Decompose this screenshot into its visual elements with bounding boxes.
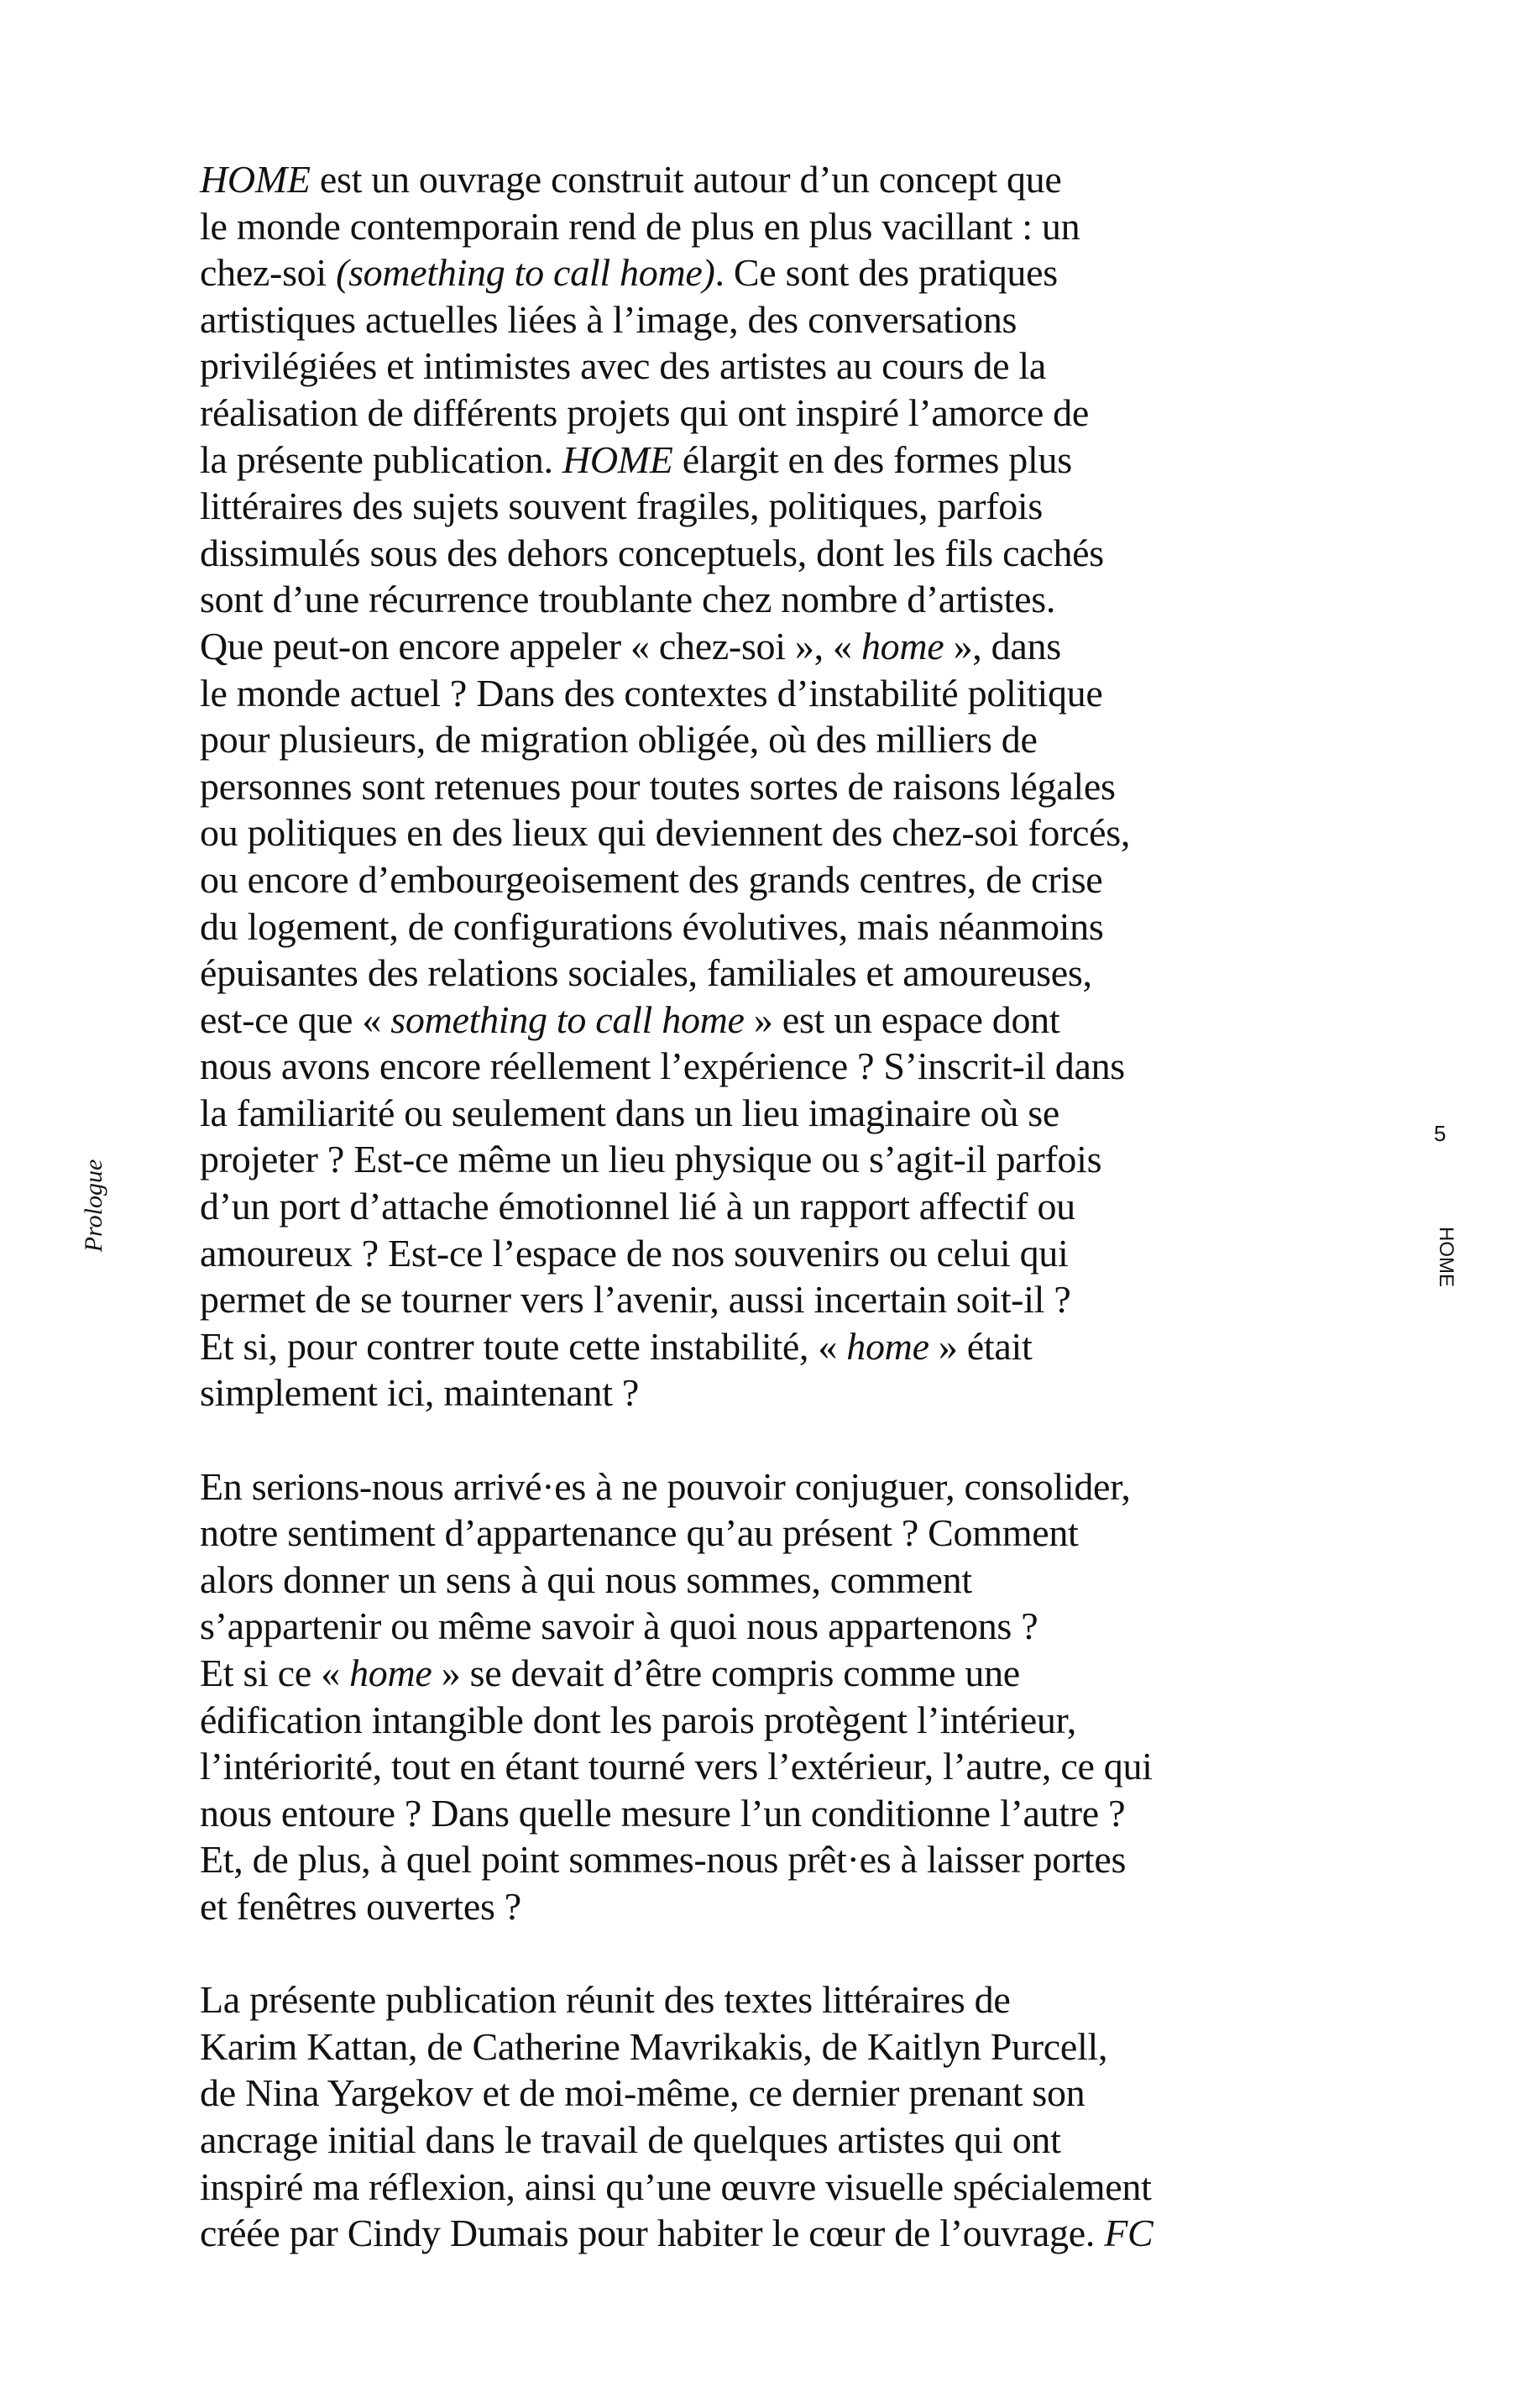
text-segment: notre sentiment d’appartenance qu’au présent ? Comment bbox=[200, 1511, 1079, 1555]
italic-text: home bbox=[861, 624, 944, 667]
italic-text: HOME bbox=[562, 437, 673, 481]
italic-text: HOME bbox=[200, 158, 311, 201]
text-line bbox=[200, 156, 1153, 203]
italic-text: something to call home bbox=[390, 997, 745, 1041]
text-segment: » se devait d’être compris comme une bbox=[432, 1652, 1020, 1694]
text-segment: de Nina Yargekov et de moi-même, ce dernier prenant son bbox=[200, 2071, 1085, 2115]
text-line bbox=[200, 1883, 1153, 1930]
text-line bbox=[200, 343, 1153, 390]
text-line bbox=[200, 623, 1153, 670]
text-segment: inspiré ma réflexion, ainsi qu’une œuvre visuelle spécialement bbox=[200, 2165, 1152, 2208]
text-segment: Et si, pour contrer toute cette instabilité, « bbox=[200, 1324, 847, 1368]
text-segment: du logement, de configurations évolutives, mais néanmoins bbox=[200, 904, 1104, 948]
text-line bbox=[200, 1790, 1153, 1837]
text-line bbox=[200, 2070, 1153, 2117]
page-number: 5 bbox=[1434, 1121, 1446, 1146]
text-segment: La présente publication réunit des textes littéraires de bbox=[200, 1978, 1011, 2022]
text-line bbox=[200, 296, 1153, 343]
text-segment: permet de se tourner vers l’avenir, aussi incertain soit-il ? bbox=[200, 1278, 1071, 1322]
paragraph bbox=[200, 1976, 1153, 2257]
text-line bbox=[200, 1230, 1153, 1277]
text-segment: dissimulés sous des dehors conceptuels, dont les fils cachés bbox=[200, 531, 1104, 574]
text-segment: ou politiques en des lieux qui deviennent des chez-soi forcés, bbox=[200, 811, 1131, 855]
body-text bbox=[200, 156, 1153, 2257]
text-segment: littéraires des sujets souvent fragiles, politiques, parfois bbox=[200, 484, 1043, 528]
text-line bbox=[200, 1136, 1153, 1183]
text-line bbox=[200, 1976, 1153, 2023]
italic-text: home bbox=[349, 1652, 432, 1694]
text-segment: est un ouvrage construit autour d’un concept que bbox=[310, 158, 1062, 201]
text-segment: personnes sont retenues pour toutes sortes de raisons légales bbox=[200, 764, 1116, 808]
text-line bbox=[200, 1697, 1153, 1744]
text-segment: épuisantes des relations sociales, familiales et amoureuses, bbox=[200, 951, 1092, 995]
text-line bbox=[200, 1183, 1153, 1230]
text-line bbox=[200, 1510, 1153, 1557]
text-line bbox=[200, 903, 1153, 950]
text-line bbox=[200, 1743, 1153, 1790]
text-line bbox=[200, 203, 1153, 250]
text-segment: alors donner un sens à qui nous sommes, comment bbox=[200, 1557, 972, 1601]
text-segment: pour plusieurs, de migration obligée, où des milliers de bbox=[200, 718, 1038, 762]
text-line bbox=[200, 1323, 1153, 1370]
text-segment: ou encore d’embourgeoisement des grands centres, de crise bbox=[200, 857, 1103, 901]
text-line bbox=[200, 1276, 1153, 1323]
text-segment: chez-soi bbox=[200, 251, 337, 295]
paragraph-gap bbox=[200, 1930, 1153, 1977]
text-segment: nous avons encore réellement l’expérience ? S’inscrit-il dans bbox=[200, 1044, 1125, 1088]
text-line bbox=[200, 716, 1153, 763]
italic-text: (something to call home) bbox=[336, 251, 715, 295]
text-line bbox=[200, 856, 1153, 903]
italic-text: home bbox=[846, 1324, 929, 1368]
text-line bbox=[200, 1603, 1153, 1650]
text-segment: créée par Cindy Dumais pour habiter le cœur de l’ouvrage. bbox=[200, 2212, 1105, 2255]
text-segment: l’intériorité, tout en étant tourné vers l’extérieur, l’autre, ce qui bbox=[200, 1745, 1153, 1788]
text-segment: d’un port d’attache émotionnel lié à un rapport affectif ou bbox=[200, 1185, 1075, 1228]
text-segment: projeter ? Est-ce même un lieu physique ou s’agit-il parfois bbox=[200, 1138, 1102, 1181]
text-segment: la présente publication. bbox=[200, 437, 562, 481]
text-line bbox=[200, 670, 1153, 717]
text-line bbox=[200, 576, 1153, 623]
text-line bbox=[200, 1650, 1153, 1697]
text-segment: », dans bbox=[944, 624, 1061, 667]
text-segment: Karim Kattan, de Catherine Mavrikakis, de Kaitlyn Purcell, bbox=[200, 2024, 1108, 2068]
paragraph bbox=[200, 1463, 1153, 1930]
text-segment: édification intangible dont les parois protègent l’intérieur, bbox=[200, 1698, 1076, 1741]
italic-text: FC bbox=[1104, 2212, 1154, 2255]
text-line bbox=[200, 1836, 1153, 1883]
text-segment: ancrage initial dans le travail de quelques artistes qui ont bbox=[200, 2117, 1061, 2161]
text-line bbox=[200, 1557, 1153, 1604]
text-line bbox=[200, 1463, 1153, 1510]
text-line bbox=[200, 483, 1153, 530]
text-line bbox=[200, 249, 1153, 296]
section-label: Prologue bbox=[80, 1159, 107, 1253]
text-segment: privilégiées et intimistes avec des artistes au cours de la bbox=[200, 344, 1047, 388]
text-line bbox=[200, 809, 1153, 856]
text-segment: et fenêtres ouvertes ? bbox=[200, 1884, 521, 1928]
text-line bbox=[200, 1043, 1153, 1090]
text-line bbox=[200, 390, 1153, 437]
text-line bbox=[200, 950, 1153, 997]
text-segment: . Ce sont des pratiques bbox=[714, 251, 1058, 295]
text-segment: est-ce que « bbox=[200, 997, 391, 1041]
text-segment: En serions-nous arrivé·es à ne pouvoir conjuguer, consolider, bbox=[200, 1464, 1131, 1508]
text-line bbox=[200, 1090, 1153, 1137]
paragraph-gap bbox=[200, 1416, 1153, 1463]
text-segment: » est un espace dont bbox=[744, 997, 1060, 1041]
text-segment: le monde contemporain rend de plus en plus vacillant : un bbox=[200, 204, 1080, 248]
text-line bbox=[200, 763, 1153, 810]
text-line bbox=[200, 530, 1153, 577]
text-line bbox=[200, 437, 1153, 484]
text-line bbox=[200, 2164, 1153, 2211]
text-line bbox=[200, 2023, 1153, 2070]
text-line bbox=[200, 2117, 1153, 2164]
text-line bbox=[200, 2210, 1153, 2257]
text-segment: réalisation de différents projets qui ont inspiré l’amorce de bbox=[200, 390, 1089, 434]
text-segment: sont d’une récurrence troublante chez nombre d’artistes. bbox=[200, 578, 1056, 621]
text-segment: simplement ici, maintenant ? bbox=[200, 1371, 640, 1415]
text-line bbox=[200, 1369, 1153, 1416]
text-segment: élargit en des formes plus bbox=[672, 437, 1072, 481]
text-segment: » était bbox=[929, 1324, 1033, 1368]
text-segment: Et si ce « bbox=[200, 1652, 350, 1694]
text-segment: la familiarité ou seulement dans un lieu imaginaire où se bbox=[200, 1091, 1059, 1134]
text-segment: Et, de plus, à quel point sommes-nous prêt·es à laisser portes bbox=[200, 1838, 1127, 1882]
running-head: HOME bbox=[1435, 1227, 1457, 1287]
text-line bbox=[200, 997, 1153, 1044]
text-segment: nous entoure ? Dans quelle mesure l’un conditionne l’autre ? bbox=[200, 1791, 1126, 1835]
text-segment: artistiques actuelles liées à l’image, des conversations bbox=[200, 297, 1017, 341]
paragraph bbox=[200, 156, 1153, 1416]
text-segment: Que peut-on encore appeler « chez-soi », « bbox=[200, 624, 861, 667]
text-segment: amoureux ? Est-ce l’espace de nos souvenirs ou celui qui bbox=[200, 1231, 1069, 1275]
text-segment: s’appartenir ou même savoir à quoi nous appartenons ? bbox=[200, 1604, 1038, 1648]
text-segment: le monde actuel ? Dans des contextes d’instabilité politique bbox=[200, 671, 1103, 715]
